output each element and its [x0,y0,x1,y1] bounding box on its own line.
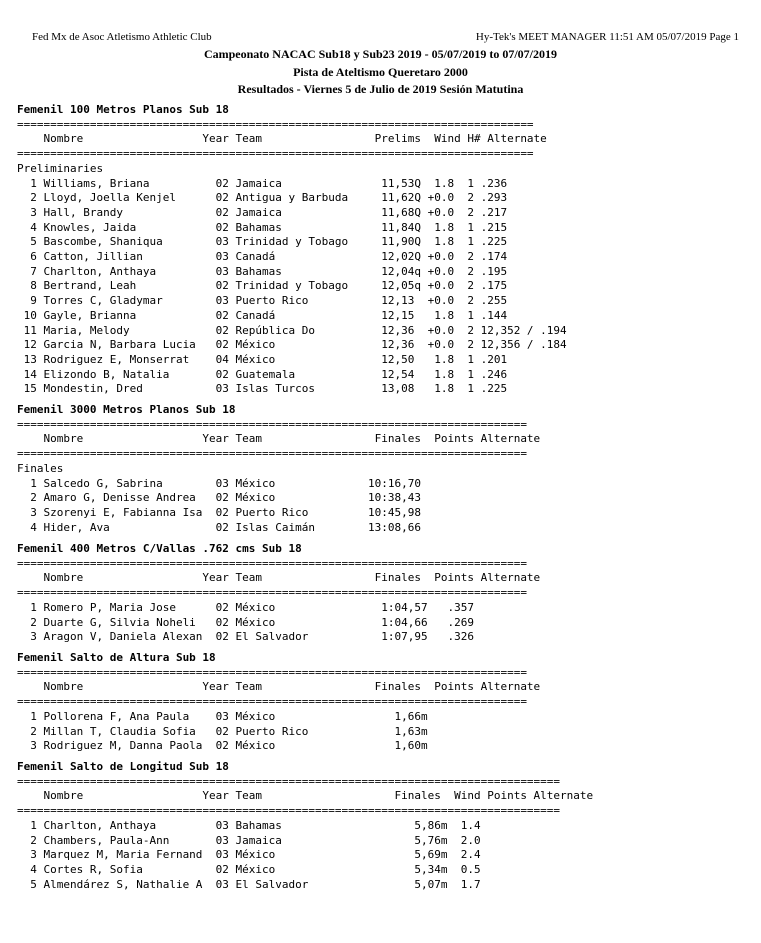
result-row: 1 Romero P, Maria Jose 02 México 1:04,57 .357 [17,600,474,614]
result-row: 3 Aragon V, Daniela Alexan 02 El Salvador 1:07,95 .326 [17,630,474,644]
rule-line: ================================================================================== [17,804,561,818]
rule-line: ============================================================================= [17,447,527,461]
round-label: Preliminaries [17,161,104,175]
event-block-long-jump [17,760,593,892]
result-row: 4 Hider, Ava 02 Islas Caimán 13:08,66 [17,520,421,534]
column-header: Nombre Year Team Finales Points Alternate [17,432,541,446]
event-block-high-jump [17,651,540,754]
result-row: 6 Catton, Jillian 03 Canadá 12,02Q +0.0 2 .174 [17,250,508,264]
software-stamp: Hy-Tek's MEET MANAGER 11:51 AM 05/07/2019 Page 1 [475,31,739,43]
column-header: Nombre Year Team Finales Points Alternate [17,680,541,694]
result-row: 4 Knowles, Jaida 02 Bahamas 11,84Q 1.8 1 .215 [17,220,508,234]
result-row: 2 Millan T, Claudia Sofia 02 Puerto Rico 1,63m [17,724,428,738]
event-title: Femenil 400 Metros C/Vallas .762 cms Sub 18 [17,542,302,555]
result-row: 5 Bascombe, Shaniqua 03 Trinidad y Tobago 11,90Q 1.8 1 .225 [17,235,508,249]
column-header: Nombre Year Team Finales Points Alternate [17,571,541,585]
result-row: 4 Cortes R, Sofia 02 México 5,34m 0.5 [17,862,481,876]
result-row: 2 Chambers, Paula-Ann 03 Jamaica 5,76m 2.0 [17,833,481,847]
event-title: Femenil 100 Metros Planos Sub 18 [17,103,229,116]
session-title: Resultados - Viernes 5 de Julio de 2019 Sesión Matutina [237,82,524,96]
venue-title: Pista de Ateltismo Queretaro 2000 [293,65,468,79]
result-row: 9 Torres C, Gladymar 03 Puerto Rico 12,13 +0.0 2 .255 [17,294,508,308]
result-row: 13 Rodriguez E, Monserrat 04 México 12,50 1.8 1 .201 [17,352,508,366]
event-title: Femenil Salto de Longitud Sub 18 [17,760,229,773]
rule-line: ============================================================================== [17,117,534,131]
result-row: 12 Garcia N, Barbara Lucia 02 México 12,36 +0.0 2 12,356 / .184 [17,338,567,352]
result-row: 11 Maria, Melody 02 República Do 12,36 +0.0 2 12,352 / .194 [17,323,567,337]
rule-line: ============================================================================== [17,147,534,161]
result-row: 3 Marquez M, Maria Fernand 03 México 5,69m 2.4 [17,848,481,862]
result-row: 14 Elizondo B, Natalia 02 Guatemala 12,54 1.8 1 .246 [17,367,508,381]
rule-line: ============================================================================= [17,586,527,600]
result-row: 1 Williams, Briana 02 Jamaica 11,53Q 1.8 1 .236 [17,176,508,190]
result-row: 8 Bertrand, Leah 02 Trinidad y Tobago 12,05q +0.0 2 .175 [17,279,508,293]
result-row: 3 Rodriguez M, Danna Paola 02 México 1,60m [17,739,428,753]
event-title: Femenil 3000 Metros Planos Sub 18 [17,403,236,416]
round-label: Finales [17,461,64,475]
event-block-400m-hurdles [17,542,540,645]
rule-line: ============================================================================= [17,665,527,679]
result-row: 1 Salcedo G, Sabrina 03 México 10:16,70 [17,476,421,490]
result-row: 3 Hall, Brandy 02 Jamaica 11,68Q +0.0 2 .217 [17,205,508,219]
rule-line: ============================================================================= [17,695,527,709]
result-row: 2 Lloyd, Joella Kenjel 02 Antigua y Barbuda 11,62Q +0.0 2 .293 [17,191,508,205]
result-row: 5 Almendárez S, Nathalie A 03 El Salvador 5,07m 1.7 [17,877,481,891]
result-row: 7 Charlton, Anthaya 03 Bahamas 12,04q +0.0 2 .195 [17,264,508,278]
result-row: 3 Szorenyi E, Fabianna Isa 02 Puerto Rico 10:45,98 [17,505,421,519]
organization-name: Fed Mx de Asoc Atletismo Athletic Club [32,31,212,43]
meet-title: Campeonato NACAC Sub18 y Sub23 2019 - 05/07/2019 to 07/07/2019 [203,47,558,61]
result-row: 1 Pollorena F, Ana Paula 03 México 1,66m [17,709,428,723]
result-row: 2 Duarte G, Silvia Noheli 02 México 1:04,66 .269 [17,615,474,629]
rule-line: ============================================================================= [17,556,527,570]
result-row: 15 Mondestin, Dred 03 Islas Turcos 13,08 1.8 1 .225 [17,382,508,396]
rule-line: ================================================================================== [17,774,561,788]
result-row: 2 Amaro G, Denisse Andrea 02 México 10:38,43 [17,491,421,505]
column-header: Nombre Year Team Prelims Wind H# Alternate [17,132,547,146]
column-header: Nombre Year Team Finales Wind Points Alternate [17,789,594,803]
event-block-100m [17,103,567,397]
rule-line: ============================================================================= [17,417,527,431]
event-title: Femenil Salto de Altura Sub 18 [17,651,216,664]
event-block-3000m [17,403,540,535]
result-row: 1 Charlton, Anthaya 03 Bahamas 5,86m 1.4 [17,818,481,832]
result-row: 10 Gayle, Brianna 02 Canadá 12,15 1.8 1 .144 [17,308,508,322]
